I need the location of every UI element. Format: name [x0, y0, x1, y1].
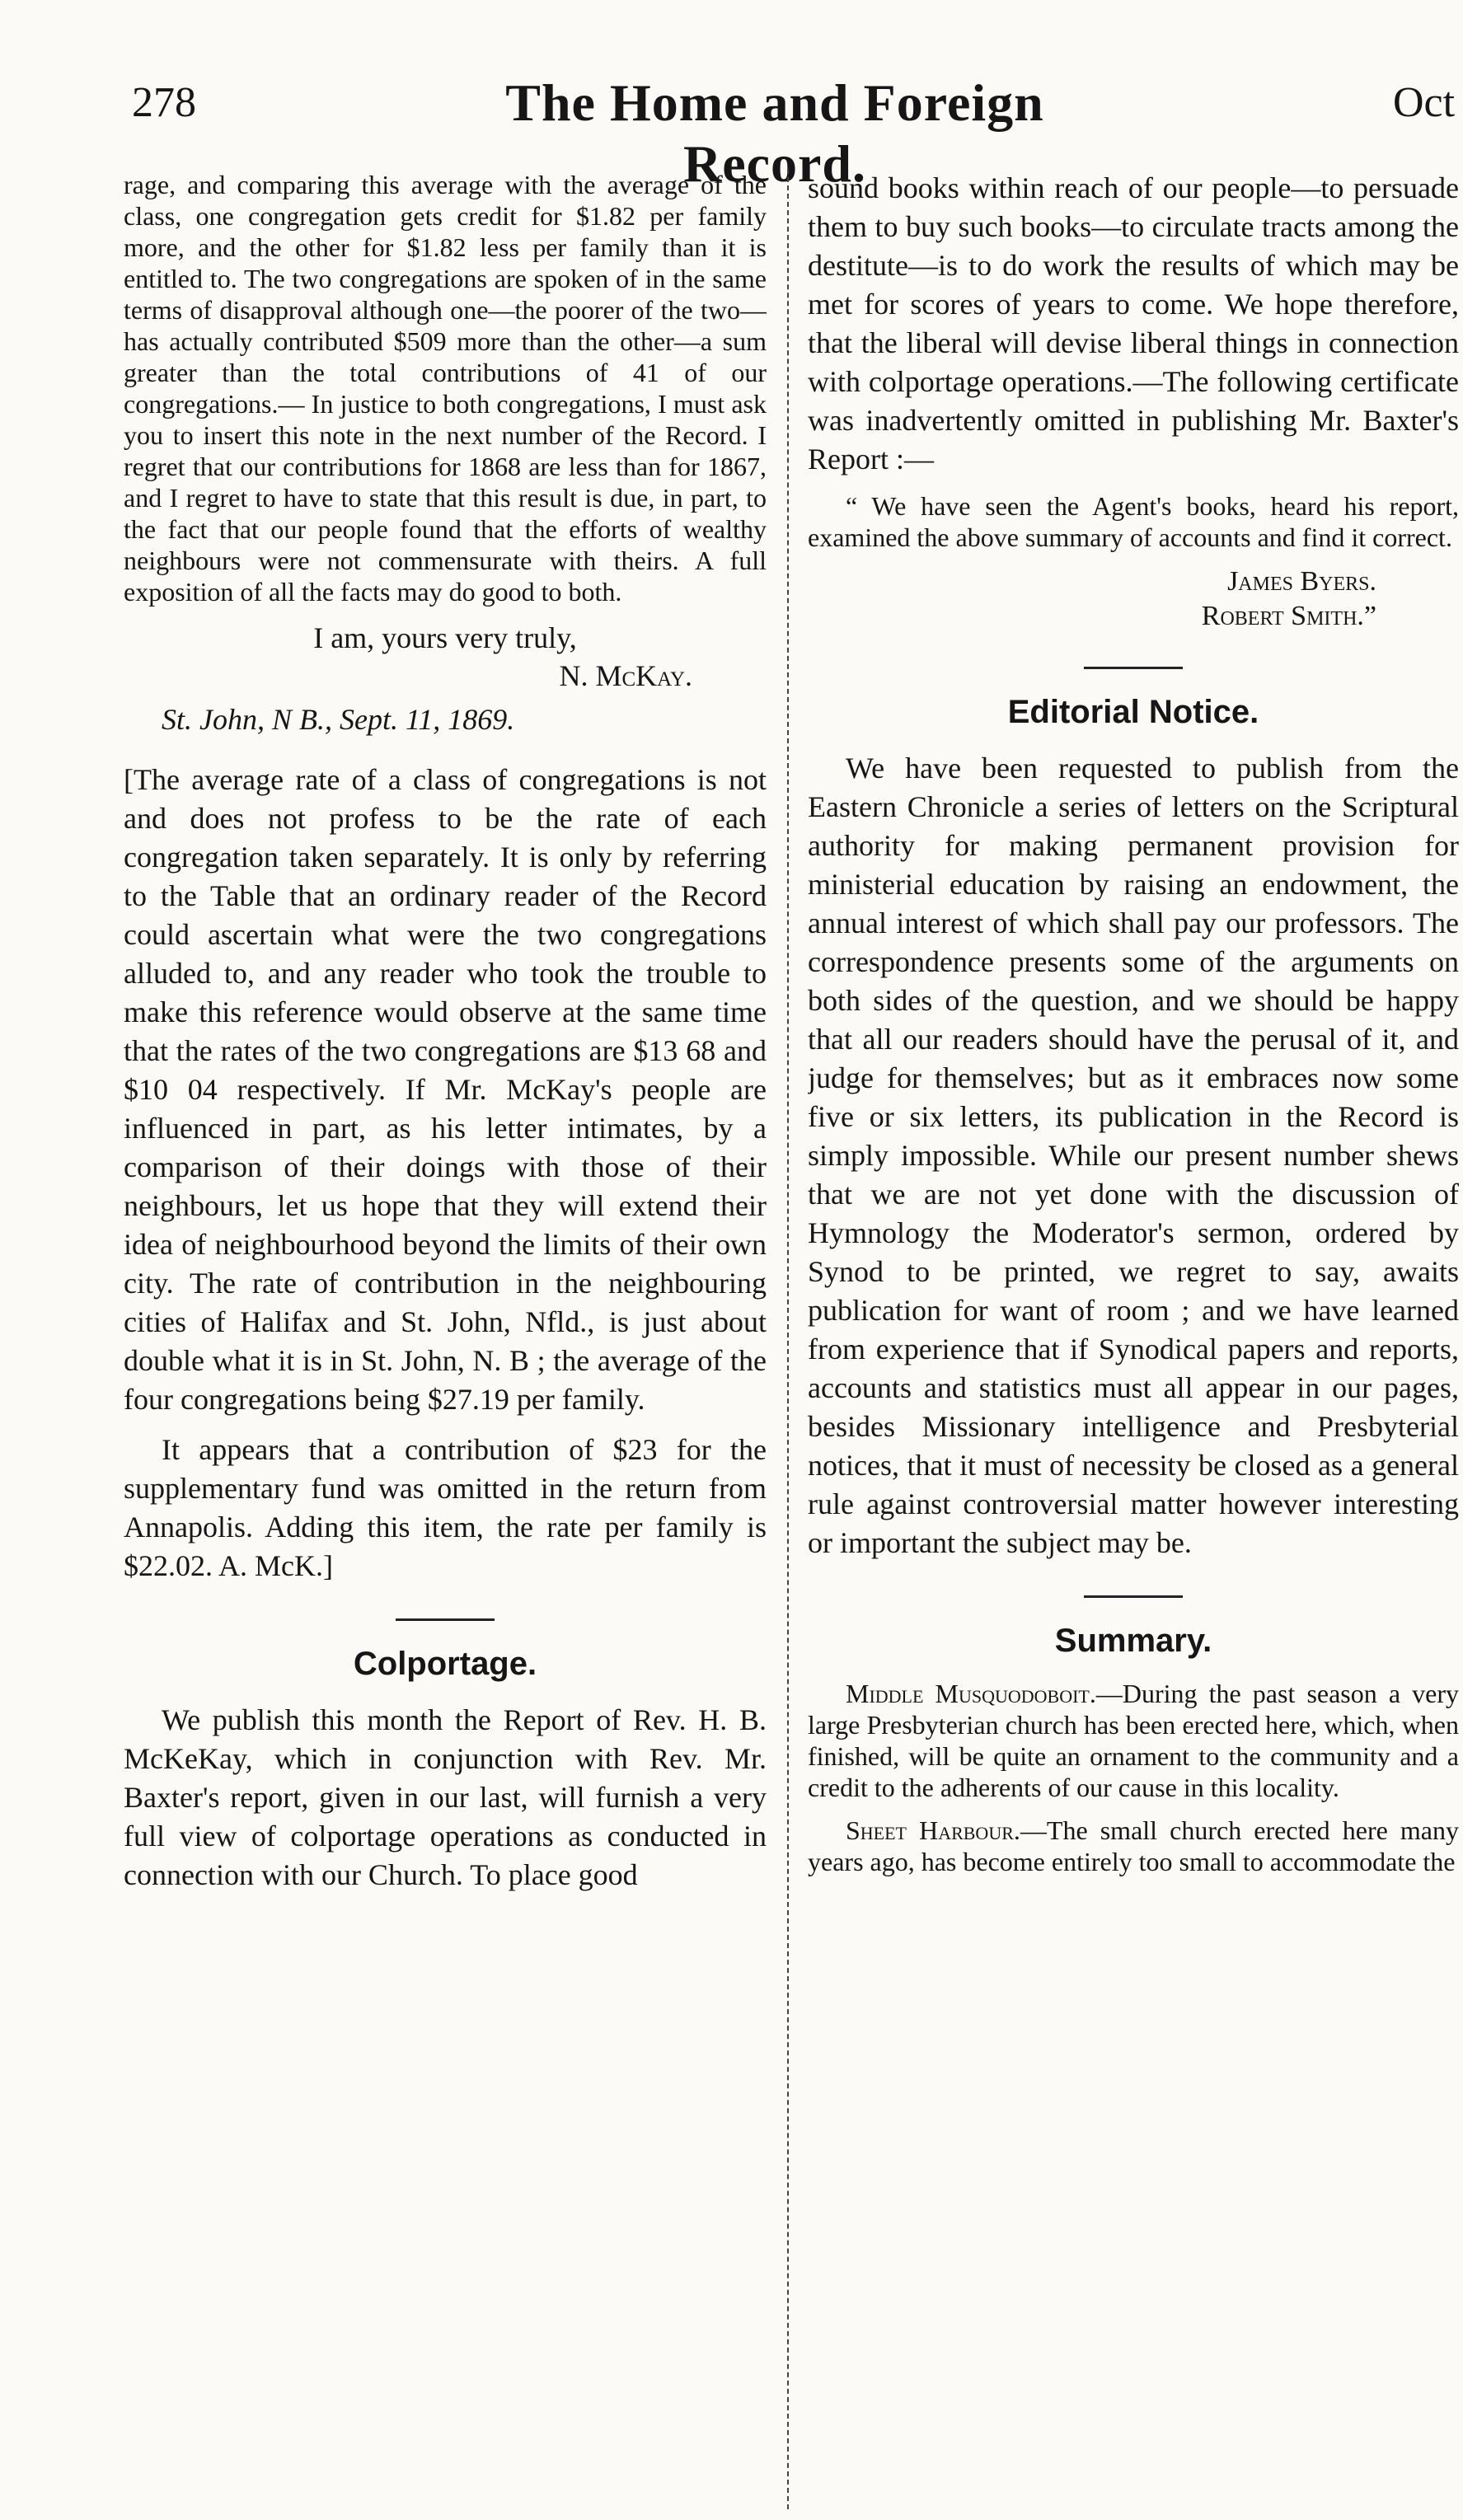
letter-signature: N. McKay. [559, 659, 692, 692]
page-number: 278 [132, 79, 196, 126]
colportage-paragraph: We publish this month the Report of Rev. H. B. McKeKay, which in conjunction with Rev. Mr. Baxter's report, given in our last, will furnish a very full view of colportage operations as conducted in connection with our Church. To place good [124, 1703, 767, 1891]
certificate-text: “ We have seen the Agent's books, heard his report, examined the above summary of accounts and find it correct. [808, 491, 1459, 552]
column-rule [787, 169, 789, 2509]
editor-note-paragraph-1: [The average rate of a class of congregations is not and does not profess to be the rate of each congregation taken separately. It is only by referring to the Table that an ordinary reader of the Record could ascertain what were the two congregations alluded to, and any reader who took the trouble to make this reference would observe at the same time that the rates of the two congregations are $13 68 and $10 04 respectively. If Mr. McKay's people are influenced in part, as his letter intimates, by a comparison of their doings with those of their neighbours, let us hope that they will extend their idea of neighbourhood beyond the limits of their own city. The rate of contribution in the neighbouring cities of Halifax and St. John, Nfld., is just about double what it is in St. John, N. B ; the average of the four congregations being $27.19 per family. [124, 763, 767, 1416]
letter-place-date: St. John, N B., Sept. 11, 1869. [162, 703, 515, 736]
editorial-notice-heading: Editorial Notice. [1007, 694, 1259, 730]
left-column [124, 169, 767, 2509]
summary-item-title: Middle Musquodoboit. [846, 1679, 1096, 1708]
masthead-title: The Home and Foreign Record. [505, 73, 1044, 193]
editorial-notice-paragraph: We have been requested to publish from the Eastern Chronicle a series of letters on the Scriptural authority for making permanent provision for ministerial education by raising an endowment, the annual interest of which shall pay our professors. The correspondence presents some of the arguments on both sides of the question, and we should be happy that all our readers should have the perusal of it, and judge for themselves; but as it embraces now some five or six letters, its publication in the Record is simply impossible. While our present number shews that we are not yet done with the discussion of Hymnology the Moderator's sermon, ordered by Synod to be printed, we regret to say, awaits publication for want of room ; and we have learned from experience that if Synodical papers and reports, accounts and statistics must all appear in our pages, besides Missionary intelligence and Presbyterial notices, that it must of necessity be closed as a general rule against controversial matter however interesting or important the subject may be. [808, 752, 1459, 1559]
colportage-continued: sound books within reach of our people—to persuade them to buy such books—to circulate tracts among the destitute—is to do work the results of which may be met for scores of years to come. We hope therefore, that the liberal will devise liberal things in connection with colportage operations.—The following certificate was inadvertently omitted in publishing Mr. Baxter's Report :— [808, 171, 1459, 475]
summary-item-sheet-harbour [808, 1815, 1459, 1877]
right-column [808, 169, 1459, 2509]
header-month: Oct [1393, 79, 1456, 126]
summary-item-text: —During the past season a very large Presbyterian church has been erected here, which, when finished, will be quite an ornament to the community and a credit to the adherents of our cause in this locality. [808, 1679, 1459, 1802]
editor-note-paragraph-2: It appears that a contribution of $23 for the supplementary fund was omitted in the return from Annapolis. Adding this item, the rate per family is $22.02. A. McK.] [124, 1433, 767, 1582]
certificate-signer-2: Robert Smith.” [1201, 601, 1376, 631]
summary-heading: Summary. [1054, 1623, 1212, 1659]
letter-closing: I am, yours very truly, [313, 621, 577, 654]
summary-item-title: Sheet Harbour. [846, 1815, 1020, 1845]
summary-item-text: —The small church erected here many years ago, has become entirely too small to accommodate the [808, 1815, 1459, 1876]
page-header [0, 0, 1463, 193]
section-divider [1084, 1595, 1183, 1598]
letter-body: rage, and comparing this average with the average of the class, one congregation gets credit for $1.82 per family more, and the other for $1.82 less per family than it is entitled to. The two congregations are spoken of in the same terms of disapproval although one—the poorer of the two—has actually contributed $509 more than the other—a sum greater than the total contributions of 41 of our congregations.— In justice to both congregations, I must ask you to insert this note in the next number of the Record. I regret that our contributions for 1868 are less than for 1867, and I regret to have to state that this result is due, in part, to the fact that our people found that the efforts of wealthy neighbours were not commensurate with theirs. A full exposition of all the facts may do good to both. [124, 170, 767, 607]
certificate-signer-1: James Byers. [1227, 566, 1376, 597]
section-divider [1084, 667, 1183, 669]
colportage-heading: Colportage. [353, 1646, 537, 1682]
section-divider [396, 1618, 495, 1621]
summary-item-middle-musquodoboit [808, 1678, 1459, 1803]
